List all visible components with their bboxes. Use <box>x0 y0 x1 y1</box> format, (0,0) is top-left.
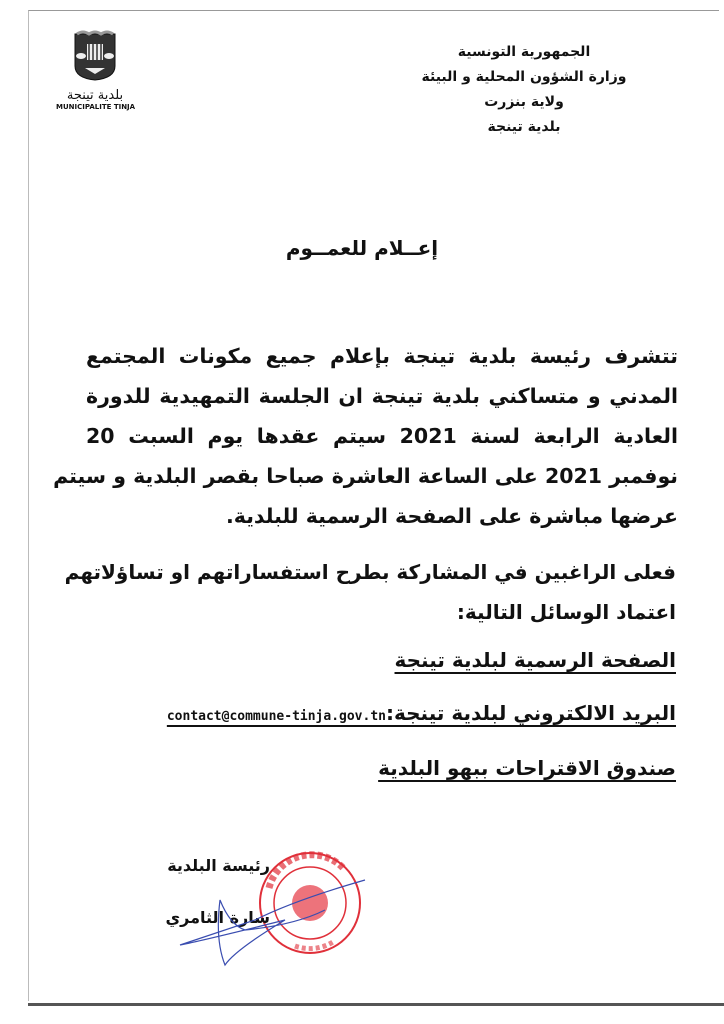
means-official-page: الصفحة الرسمية لبلدية تينجة <box>394 648 676 672</box>
paragraph-line: عرضها مباشرة على الصفحة الرسمية للبلدية. <box>226 504 678 528</box>
email-label: البريد الالكتروني لبلدية تينجة: <box>386 701 676 725</box>
means-suggestion-box: صندوق الاقتراحات ببهو البلدية <box>378 756 676 780</box>
letterhead-line: ولاية بنزرت <box>484 94 564 110</box>
logo-arabic-text: بلدية تينجة <box>66 88 124 103</box>
letterhead-line: الجمهورية التونسية <box>457 44 591 60</box>
page-bottom-edge <box>28 1003 724 1006</box>
announcement-paragraph <box>53 336 678 536</box>
paragraph-line: اعتماد الوسائل التالية: <box>456 600 676 624</box>
letterhead-line: بلدية تينجة <box>487 119 561 135</box>
document-title: إعــلام للعمــوم <box>285 236 439 260</box>
participation-paragraph <box>64 552 676 632</box>
means-email <box>167 701 676 725</box>
email-address[interactable]: contact@commune-tinja.gov.tn <box>166 709 386 724</box>
coat-of-arms-icon <box>71 30 119 82</box>
handwritten-signature <box>175 870 375 970</box>
letterhead-line: وزارة الشؤون المحلية و البيئة <box>421 69 627 85</box>
paragraph-line: المدني و متساكني بلدية تينجة ان الجلسة التمهيدية للدورة <box>86 384 678 408</box>
signatory-name: سارة الثامري <box>165 908 270 927</box>
logo-french-text: MUNICIPALITE TINJA <box>56 103 136 111</box>
paragraph-line: تتشرف رئيسة بلدية تينجة بإعلام جميع مكونات المجتمع <box>86 344 678 368</box>
paragraph-line: العادية الرابعة لسنة 2021 سيتم عقدها يوم السبت 20 <box>86 424 678 448</box>
paragraph-line: فعلى الراغبين في المشاركة بطرح استفساراتهم او تساؤلاتهم <box>64 560 676 584</box>
municipality-logo <box>56 30 136 111</box>
signatory-role: رئيسة البلدية <box>167 856 270 875</box>
letterhead <box>394 40 654 140</box>
paragraph-line: نوفمبر 2021 على الساعة العاشرة صباحا بقصر البلدية و سيتم <box>53 464 678 488</box>
